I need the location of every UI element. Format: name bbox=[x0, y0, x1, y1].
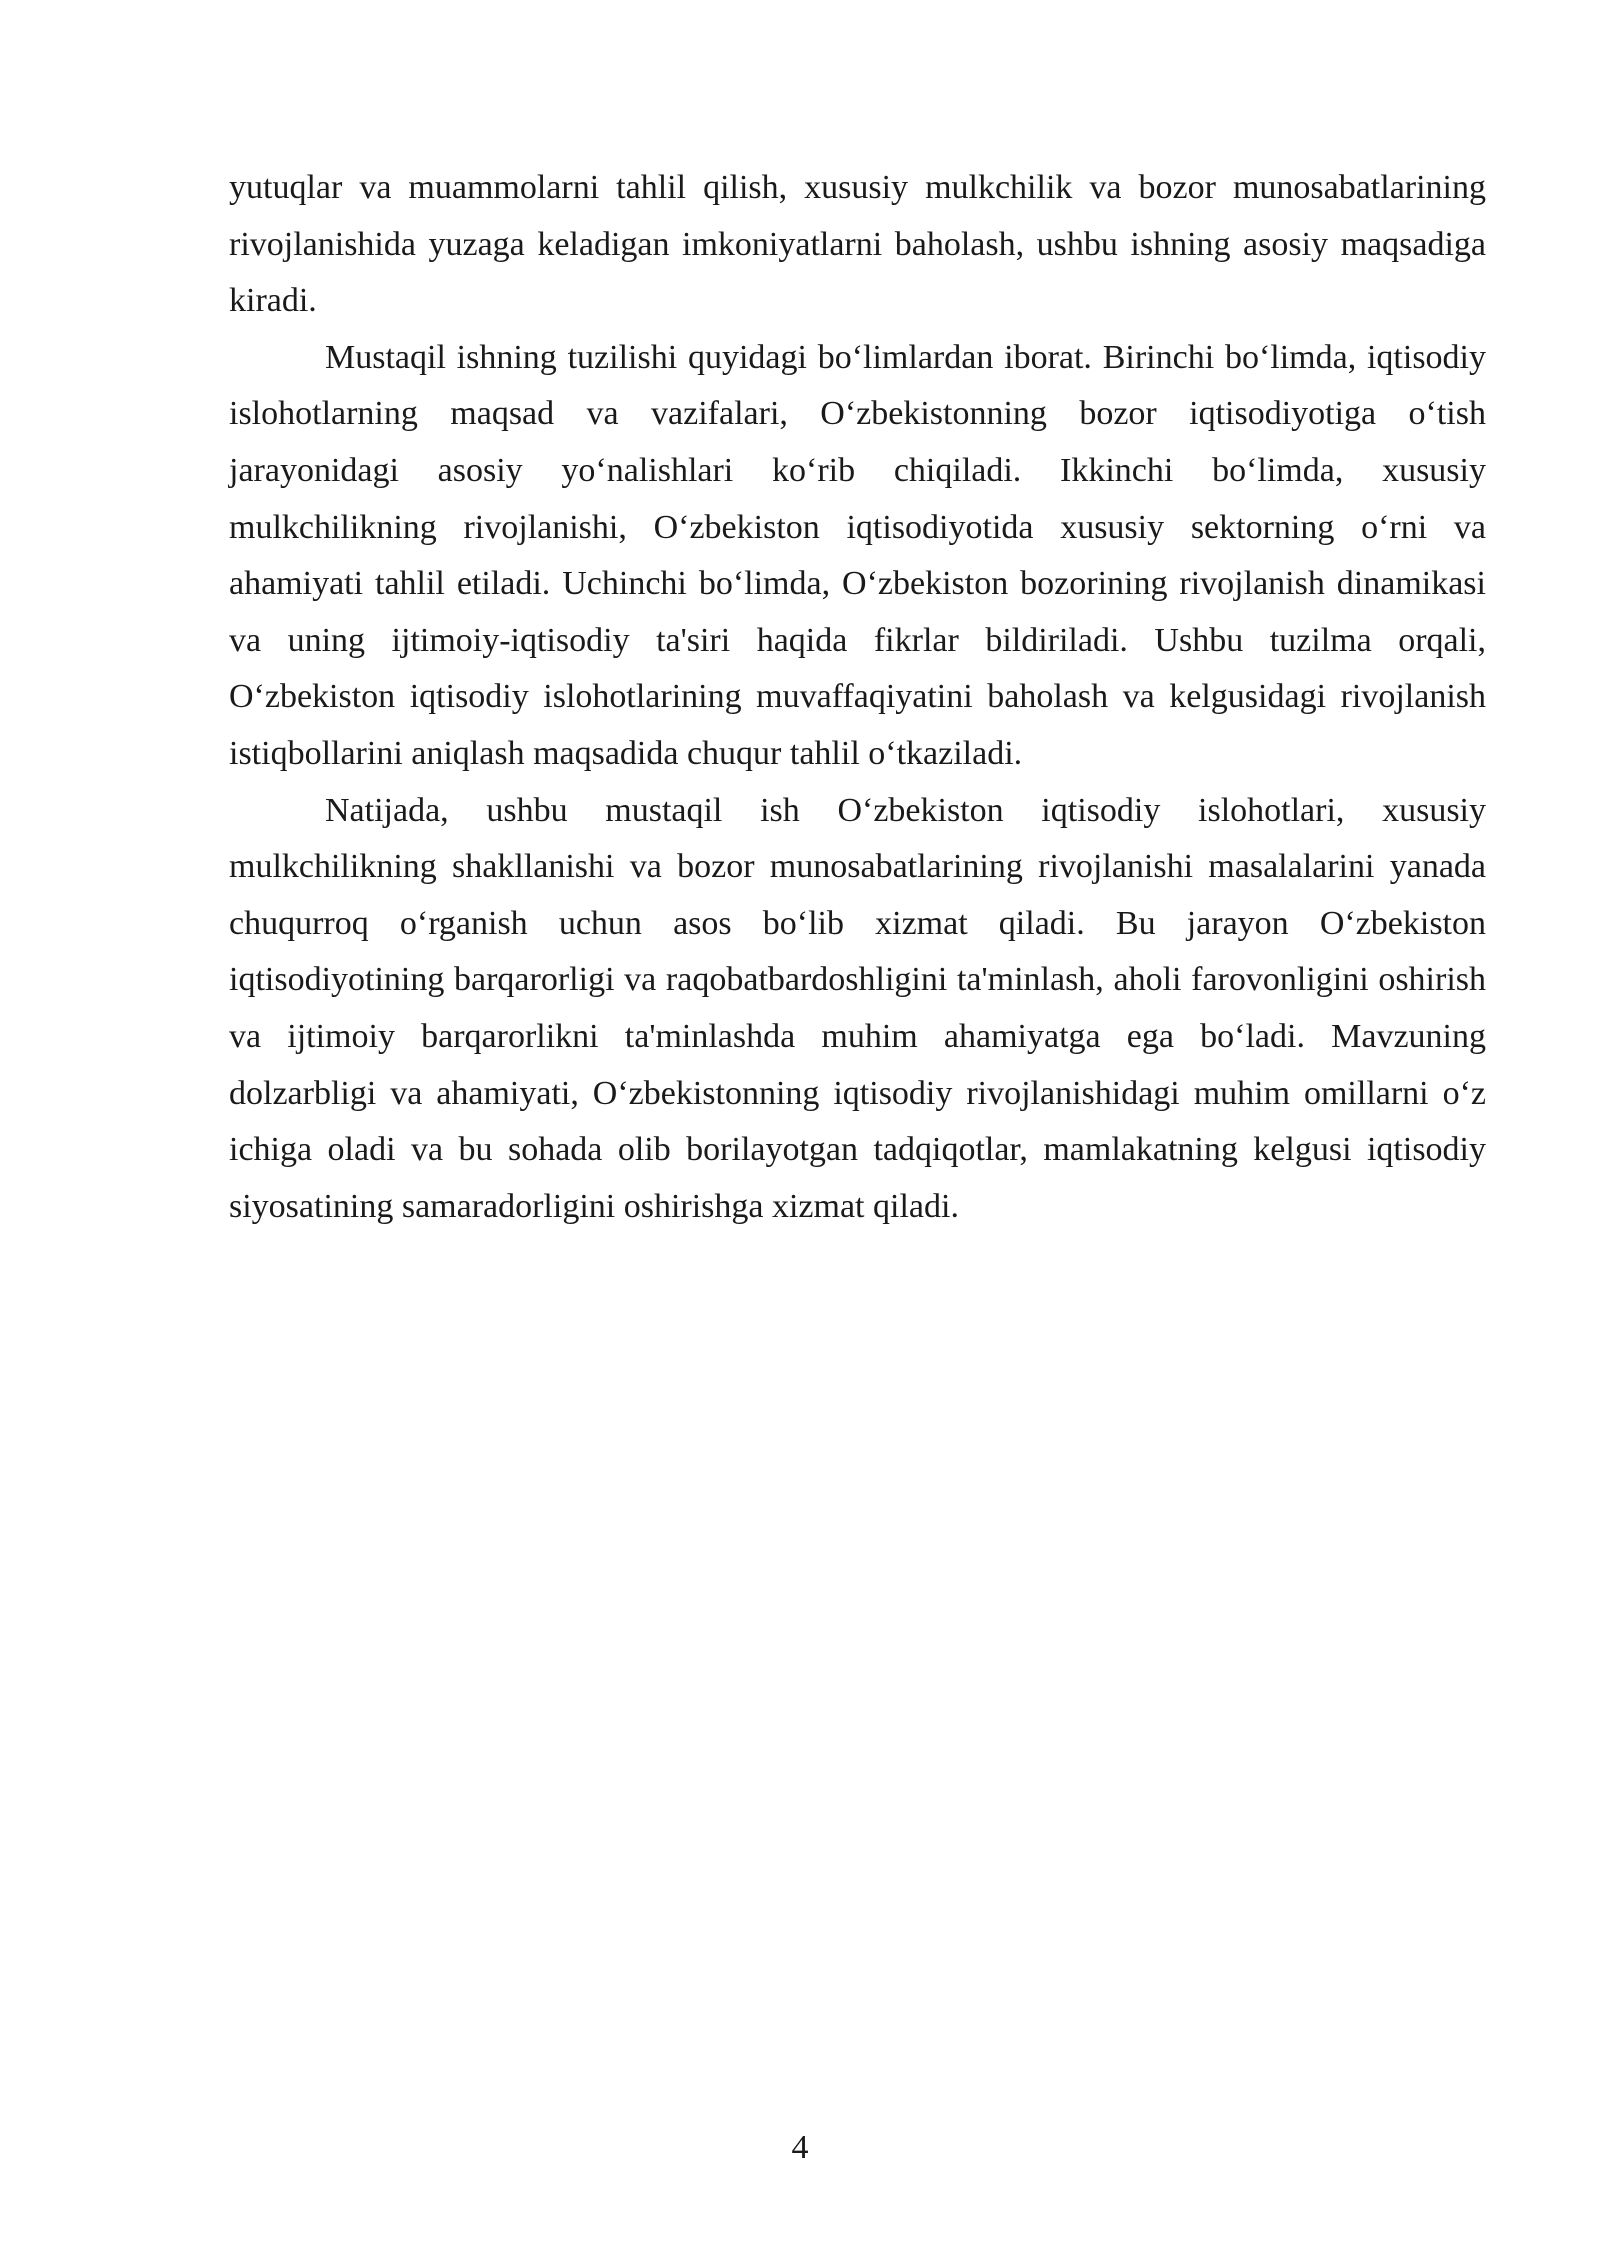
paragraph-conclusion: Natijada, ushbu mustaqil ish O‘zbekiston iqtisodiy islohotlari, xususiy mulkchilikning shakllanishi va bozor munosabatlarining rivojlanishi masalalarini yanada chuqurroq o‘rganish uchun asos bo‘lib xizmat qiladi. Bu jarayon O‘zbekiston iqtisodiyotining barqarorligi va raqobatbardoshligini ta'minlash, aholi farovonligini oshirish va ijtimoiy barqarorlikni ta'minlashda muhim ahamiyatga ega bo‘ladi. Mavzuning dolzarbligi va ahamiyati, O‘zbekistonning iqtisodiy rivojlanishidagi muhim omillarni o‘z ichiga oladi va bu sohada olib borilayotgan tadqiqotlar, mamlakatning kelgusi iqtisodiy siyosatining samaradorligini oshirishga xizmat qiladi. bbox=[229, 791, 1486, 1225]
body-text bbox=[229, 160, 1486, 1235]
paragraph-continuation: yutuqlar va muammolarni tahlil qilish, xususiy mulkchilik va bozor munosabatlarining rivojlanishida yuzaga keladigan imkoniyatlarni baholash, ushbu ishning asosiy maqsadiga kiradi. bbox=[229, 169, 1486, 320]
paragraph-structure: Mustaqil ishning tuzilishi quyidagi bo‘limlardan iborat. Birinchi bo‘limda, iqtisodiy islohotlarning maqsad va vazifalari, O‘zbekistonning bozor iqtisodiyotiga o‘tish jarayonidagi asosiy yo‘nalishlari ko‘rib chiqiladi. Ikkinchi bo‘limda, xususiy mulkchilikning rivojlanishi, O‘zbekiston iqtisodiyotida xususiy sektorning o‘rni va ahamiyati tahlil etiladi. Uchinchi bo‘limda, O‘zbekiston bozorining rivojlanish dinamikasi va uning ijtimoiy-iqtisodiy ta'siri haqida fikrlar bildiriladi. Ushbu tuzilma orqali, O‘zbekiston iqtisodiy islohotlarining muvaffaqiyatini baholash va kelgusidagi rivojlanish istiqbollarini aniqlash maqsadida chuqur tahlil o‘tkaziladi. bbox=[229, 338, 1486, 772]
page-number: 4 bbox=[791, 2129, 809, 2166]
